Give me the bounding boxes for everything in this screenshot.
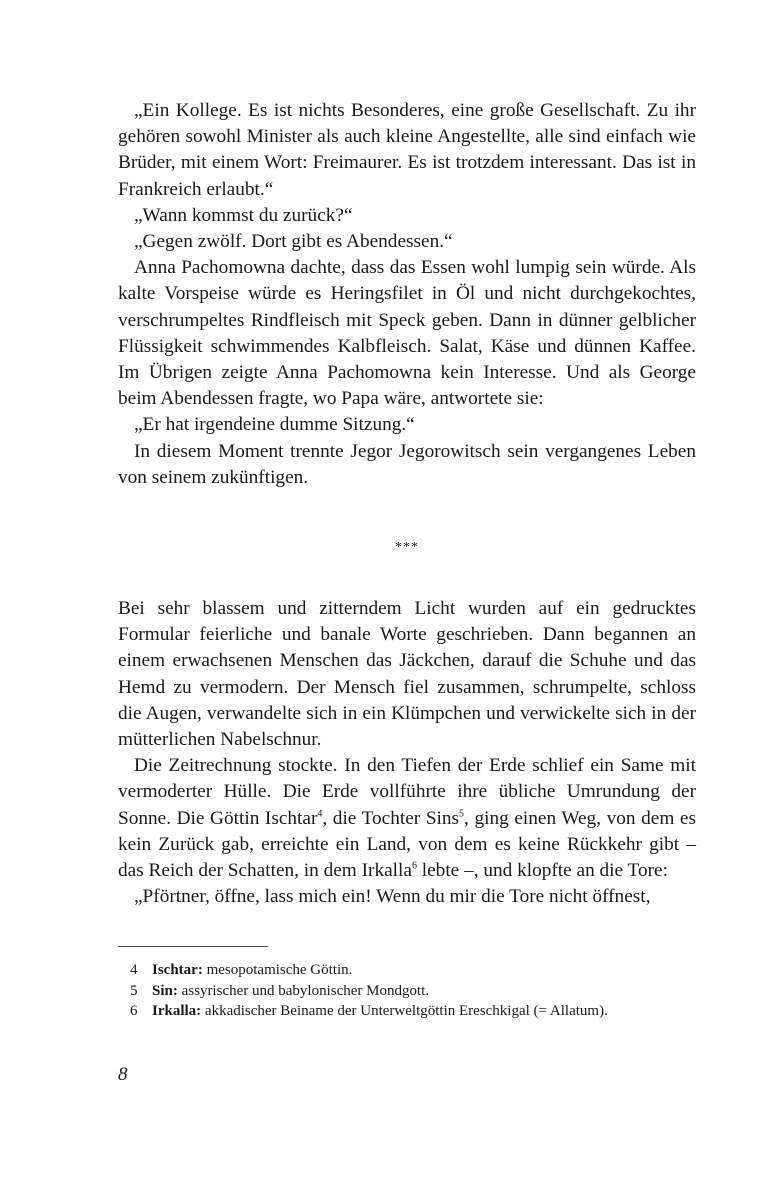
page-number: 8 [118, 1064, 128, 1085]
footnote-text: mesopotamische Göttin. [202, 962, 353, 978]
footnote [130, 1001, 696, 1022]
paragraph: Bei sehr blassem und zitterndem Licht wurden auf ein gedrucktes Formular feierliche und banale Worte geschrieben. Dann begannen an einem erwachsenen Menschen das Jäckchen, darauf die Schuhe und das Hemd zu vermodern. Der Mensch fiel zusammen, schrumpelte, schloss die Augen, verwandelte sich in ein Klümpchen und verwickelte sich in der mütterlichen Nabelschnur. [118, 598, 696, 751]
paragraph: In diesem Moment trennte Jegor Jegorowitsch sein vergangenes Leben von seinem zukünftigen. [118, 440, 696, 488]
footnote-divider [118, 946, 268, 947]
paragraph-text: , ging einen Weg, von dem es kein Zurück gab, erreichte ein Land, von dem es keine Rückkehr gibt – das Reich der Schatten, in dem Irkalla [118, 807, 696, 882]
footnote-term: Ischtar: [152, 962, 203, 978]
paragraph-text: Die Zeitrechnung stockte. In den Tiefen der Erde schlief ein Same mit vermoderter Hülle. Die Erde vollführte ihre übliche Umrundung der Sonne. Die Göttin Ischtar [118, 755, 696, 829]
paragraph: „Ein Kollege. Es ist nichts Besonderes, eine große Gesellschaft. Zu ihr gehören sowohl Minister als auch kleine Angestellte, alle sind einfach wie Brüder, mit einem Wort: Freimaurer. Es ist trotzdem interessant. Das ist in Frankreich erlaubt.“ [118, 100, 696, 200]
footnotes [130, 960, 696, 1022]
footnote [130, 981, 696, 1002]
footnote-text: akkadischer Beiname der Unterweltgöttin Ereschkigal (= Allatum). [201, 1003, 608, 1019]
footnote-ref-6[interactable]: 6 [411, 860, 417, 872]
main-text-section-1 [118, 98, 696, 491]
footnote-body [152, 981, 429, 1002]
footnote-ref-5[interactable]: 5 [459, 808, 465, 820]
footnote-number: 5 [130, 982, 138, 999]
paragraph: „Pförtner, öffne, lass mich ein! Wenn du mir die Tore nicht öffnest, [134, 886, 651, 908]
footnote-ref-4[interactable]: 4 [317, 808, 323, 820]
footnote-number: 6 [130, 1003, 138, 1019]
paragraph-text: lebte –, und klopfte an die Tore: [416, 860, 668, 882]
main-text-section-2 [118, 596, 696, 910]
footnote [130, 960, 696, 981]
footnote-body [152, 1001, 608, 1022]
footnote-body [152, 960, 352, 981]
footnote-number: 4 [130, 962, 138, 978]
paragraph: „Gegen zwölf. Dort gibt es Abendessen.“ [134, 231, 453, 253]
footnote-term: Sin: [152, 982, 178, 999]
paragraph [118, 753, 696, 884]
footnote-text: assyrischer und babylonischer Mondgott. [177, 982, 430, 999]
footnote-term: Irkalla: [152, 1003, 202, 1019]
section-separator: *** [395, 540, 419, 555]
paragraph: „Er hat irgendeine dumme Sitzung.“ [134, 414, 415, 436]
paragraph: Anna Pachomowna dachte, dass das Essen wohl lumpig sein würde. Als kalte Vorspeise würde es Heringsfilet in Öl und nicht durchgekochtes, verschrumpeltes Rindfleisch mit Speck geben. Dann in dünner gelblicher Flüssigkeit schwimmendes Kalbfleisch. Salat, Käse und dünnen Kaffee. Im Übrigen zeigte Anna Pachomowna kein Interesse. Und als George beim Abendessen fragte, wo Papa wäre, antwortete sie: [118, 257, 696, 410]
paragraph: „Wann kommst du zurück?“ [134, 204, 353, 226]
paragraph-text: , die Tochter Sins [322, 807, 460, 829]
